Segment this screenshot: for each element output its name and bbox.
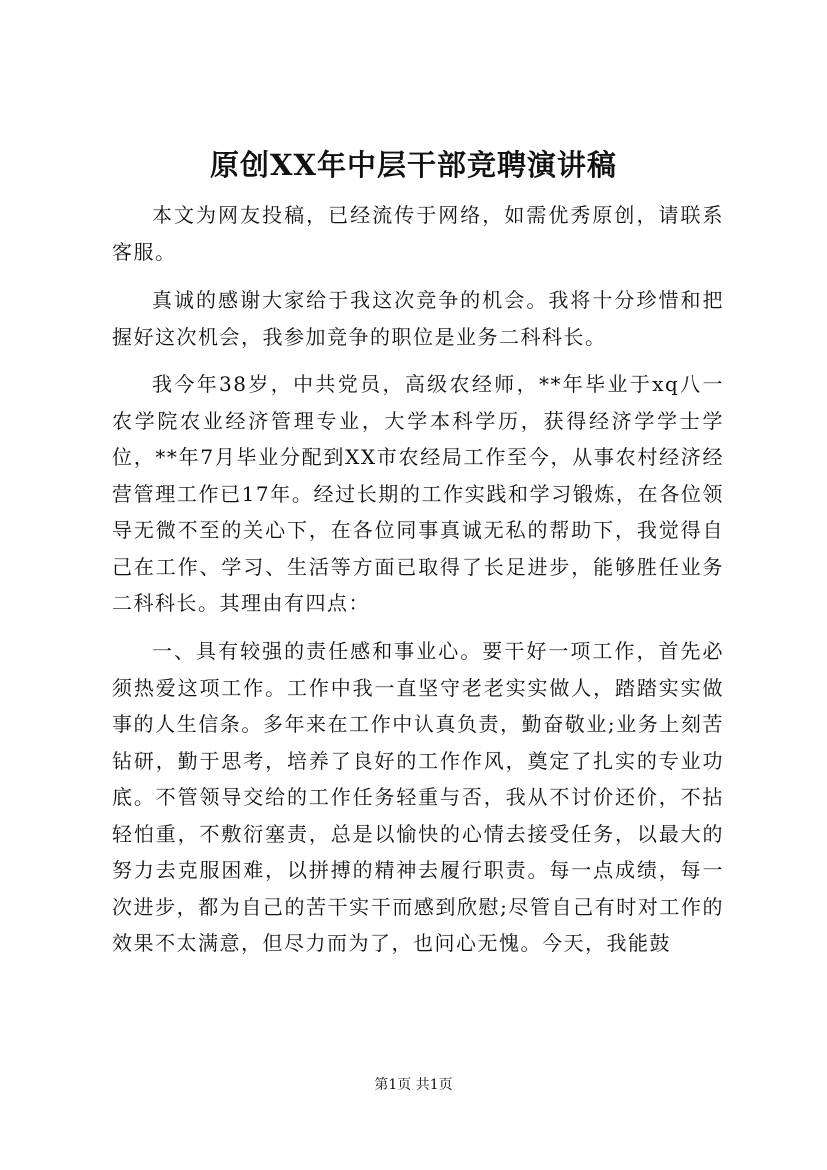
paragraph-reason-one: 一、具有较强的责任感和事业心。要干好一项工作，首先必须热爱这项工作。工作中我一直坚守老老实实做人，踏踏实实做事的人生信条。多年来在工作中认真负责，勤奋敬业;业务上刻苦钻研，勤于思考，培养了良好的工作作风，奠定了扎实的专业功底。不管领导交给的工作任务轻重与否，我从不讨价还价，不拈轻怕重，不敷衍塞责，总是以愉快的心情去接受任务，以最大的努力去克服困难，以拼搏的精神去履行职责。每一点成绩，每一次进步，都为自己的苦干实干而感到欣慰;尽管自己有时对工作的效果不太满意，但尽力而为了，也问心无愧。今天，我能鼓 — [112, 639, 724, 955]
page-footer: 第1页 共1页 — [374, 1077, 453, 1093]
document-title: 原创XX年中层干部竞聘演讲稿 — [209, 148, 617, 182]
paragraph-notice: 本文为网友投稿，已经流传于网络，如需优秀原创，请联系客服。 — [112, 203, 724, 264]
paragraph-thanks: 真诚的感谢大家给于我这次竞争的机会。我将十分珍惜和把握好这次机会，我参加竞争的职位是业务二科科长。 — [112, 288, 724, 349]
paragraph-introduction: 我今年38岁，中共党员，高级农经师，**年毕业于xq八一农学院农业经济管理专业，大学本科学历，获得经济学学士学位，**年7月毕业分配到XX市农经局工作至今，从事农村经济经营管理工作已17年。经过长期的工作实践和学习锻炼，在各位领导无微不至的关心下，在各位同事真诚无私的帮助下，我觉得自己在工作、学习、生活等方面已取得了长足进步，能够胜任业务二科科长。其理由有四点： — [112, 372, 724, 615]
